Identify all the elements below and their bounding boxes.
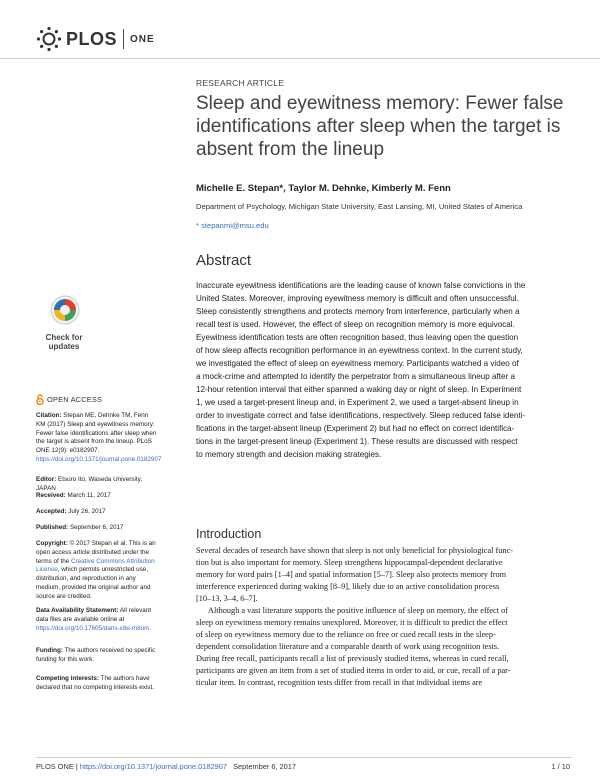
accepted-date: July 26, 2017 xyxy=(68,508,106,515)
competing-text: The authors have declared that no competing interests exist. xyxy=(36,675,154,691)
abstract-line: fications in the target-absent lineup (Experiment 2) but had no effect on correct identifica- xyxy=(196,424,515,433)
intro-line: Although a vast literature supports the positive influence of sleep on memory, the effect of xyxy=(208,606,508,615)
check-for-updates-badge[interactable] xyxy=(36,295,98,351)
affiliation: Department of Psychology, Michigan State University, East Lansing, MI, United States of America xyxy=(196,202,523,211)
data-doi-link[interactable]: https://doi.org/10.17605/dans-x8e-m8om. xyxy=(36,624,152,632)
intro-line: memory for word pairs [1–4] and spatial information [5–7]. Sleep also protects memory from xyxy=(196,570,507,579)
brand-name: PLOS xyxy=(66,28,118,49)
check-line-1: Check for xyxy=(45,333,83,342)
introduction-body xyxy=(196,545,578,689)
abstract-line: a mock-crime and attempted to identify the perpetrator from a simultaneous lineup after a xyxy=(196,372,515,381)
funding-block xyxy=(36,647,158,665)
abstract-line: 12-hour retention interval that either spanned a waking day or night of sleep. In Experiment xyxy=(196,385,522,394)
citation-block xyxy=(36,412,162,465)
copyright-block xyxy=(36,540,158,602)
intro-line: ticular item. In contrast, recognition tests differ from recall in that individual items are xyxy=(196,678,483,687)
abstract-line: of how sleep affects recognition performance in an eyewitness context. In the current study, xyxy=(196,346,523,355)
accepted-label: Accepted: xyxy=(36,508,67,515)
intro-line: During free recall, participants recall a list of previously studied items, whereas in cued recall, xyxy=(196,654,509,663)
intro-line: interference experienced during waking [8–9], likely due to an active consolidation process xyxy=(196,582,500,591)
funding-label: Funding: xyxy=(36,647,63,654)
footer-separator: | xyxy=(75,762,78,771)
accepted-block xyxy=(36,508,158,517)
open-access-label: OPEN ACCESS xyxy=(47,395,103,404)
intro-line: tion but is also important for memory. Sleep strengthens hippocampal-dependent declarative xyxy=(196,558,503,567)
published-block xyxy=(36,524,158,533)
abstract-line: we investigated the effect of sleep on eyewitness memory. Participants watched a video of xyxy=(196,359,519,368)
competing-interests-block xyxy=(36,675,158,693)
abstract-line: order to investigate correct and false identifications, respectively. Sleep reduced false identi- xyxy=(196,411,526,420)
abstract-line: recall test is used. However, the effect of sleep on recognition memory is more equivocal. xyxy=(196,320,515,329)
open-lock-icon xyxy=(36,394,44,405)
data-availability-text: All relevant data files are available online at xyxy=(36,607,152,623)
logo-divider xyxy=(123,29,124,49)
data-availability-label: Data Availability Statement: xyxy=(36,607,119,614)
header-rule xyxy=(0,58,600,59)
abstract-line: United States. Moreover, improving eyewitness memory is difficult and often unsuccessful. xyxy=(196,294,519,303)
abstract-heading: Abstract xyxy=(196,252,252,269)
data-availability-block xyxy=(36,607,158,633)
citation-label: Citation: xyxy=(36,412,62,419)
published-label: Published: xyxy=(36,524,69,531)
intro-line: dependent consolidation literature and a comparable dearth of work using recognition tests. xyxy=(196,642,500,651)
author-list: Michelle E. Stepan*, Taylor M. Dehnke, Kimberly M. Fenn xyxy=(196,183,451,194)
intro-paragraph-2 xyxy=(196,605,578,689)
received-date: March 11, 2017 xyxy=(67,492,111,499)
editor-label: Editor: xyxy=(36,476,57,483)
page-footer xyxy=(36,762,296,771)
abstract-line: Eyewitness identification tests are often recognition based, thus leaving open the question xyxy=(196,333,519,342)
plos-logo[interactable] xyxy=(36,26,155,52)
footer-date: September 6, 2017 xyxy=(233,762,296,771)
received-label: Received: xyxy=(36,492,66,499)
intro-line: [10–13, 3–4, 6–7]. xyxy=(196,594,258,603)
cc-license-link[interactable]: Creative Commons Attribution License xyxy=(36,557,155,574)
crossmark-icon xyxy=(50,295,80,325)
plos-sun-icon xyxy=(36,26,62,52)
abstract-line: Inaccurate eyewitness identifications are the leading cause of known false convictions in the xyxy=(196,281,526,290)
published-date: September 6, 2017 xyxy=(69,524,124,531)
abstract-line: 1, we used a target-present lineup and, in Experiment 2, we used a target-absent lineup in xyxy=(196,398,519,407)
footer-doi-link[interactable]: https://doi.org/10.1371/journal.pone.0182907 xyxy=(79,762,227,771)
journal-name: ONE xyxy=(130,33,155,45)
citation-doi-link[interactable]: https://doi.org/10.1371/journal.pone.0182907 xyxy=(36,455,162,463)
copyright-text: © 2017 Stepan et al. This is an open access article distributed under the terms of the xyxy=(36,540,156,565)
competing-label: Competing interests: xyxy=(36,675,99,682)
corresponding-email[interactable]: * stepanmi@msu.edu xyxy=(196,221,269,230)
article-type: RESEARCH ARTICLE xyxy=(196,78,285,88)
intro-paragraph-1 xyxy=(196,545,578,605)
check-line-2: updates xyxy=(48,342,80,351)
intro-line: of sleep on eyewitness memory due to the reliance on free or cued recall tests in the sleep- xyxy=(196,630,496,639)
footer-journal: PLOS ONE xyxy=(36,762,74,771)
abstract-line: Sleep consistently strengthens and protects memory from interference, particularly when a xyxy=(196,307,520,316)
editor-block xyxy=(36,476,158,494)
introduction-heading: Introduction xyxy=(196,527,262,541)
editor-text: Etsuro Ito, Waseda University, JAPAN xyxy=(36,476,143,492)
funding-text: The authors received no specific funding for this work. xyxy=(36,647,156,663)
check-for-updates-label xyxy=(36,333,92,351)
abstract-line: to memory strength and decision making strategies. xyxy=(196,450,382,459)
intro-line: Several decades of research have shown that sleep is not only beneficial for physiological func- xyxy=(196,546,514,555)
citation-text: Stepan ME, Dehnke TM, Fenn KM (2017) Sleep and eyewitness memory: Fewer false identifications after sleep when the target is absent from the lineup. PLoS ONE 12(9): e0182907. xyxy=(36,412,157,455)
article-title: Sleep and eyewitness memory: Fewer false identifications after sleep when the target is absent from the lineup xyxy=(196,93,564,160)
abstract-line: tions in the target-present lineup (Experiment 1). These results are discussed with respect xyxy=(196,437,518,446)
intro-line: participants are given an item from a set of studied items in order to aid, or cue, recall of a par- xyxy=(196,666,511,675)
open-access-badge xyxy=(36,394,102,405)
page-number: 1 / 10 xyxy=(551,762,570,771)
received-block xyxy=(36,492,158,501)
copyright-text-cont: , which permits unrestricted use, distribution, and reproduction in any medium, provided the original author and source are credited. xyxy=(36,566,151,600)
copyright-label: Copyright: xyxy=(36,540,68,547)
abstract-body xyxy=(196,279,574,461)
footer-rule xyxy=(36,757,572,758)
intro-line: sleep on eyewitness memory remains unexplored. Moreover, it is difficult to predict the effect xyxy=(196,618,508,627)
